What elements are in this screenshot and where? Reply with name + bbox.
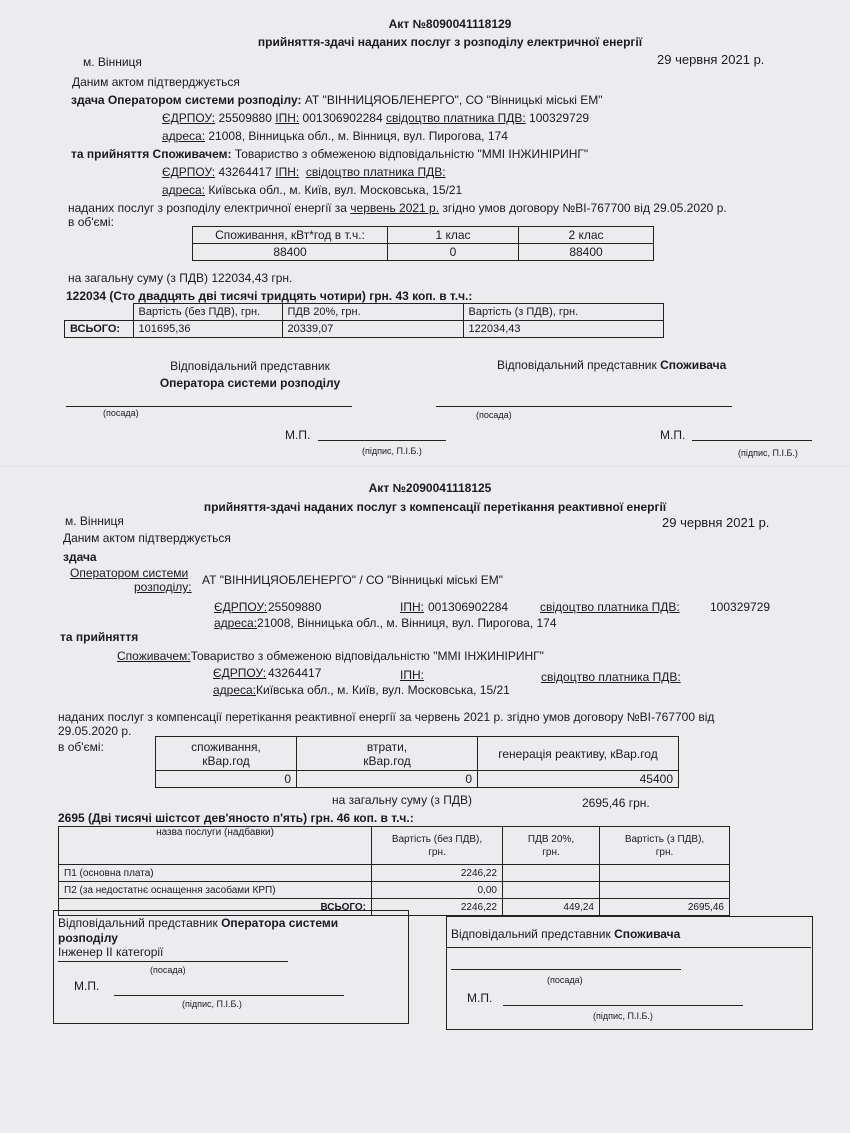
table-cell bbox=[503, 865, 600, 882]
act2-city: м. Вінниця bbox=[65, 514, 124, 528]
ipn-label: ІПН: bbox=[400, 668, 424, 682]
stamp-label: М.П. bbox=[74, 979, 100, 993]
rep-left-line2: розподілу bbox=[58, 931, 118, 945]
act1-date: 29 червня 2021 р. bbox=[657, 52, 765, 67]
edrpou-label: ЄДРПОУ: bbox=[162, 165, 216, 179]
act1-consumer-address bbox=[162, 183, 462, 197]
table-cell: П2 (за недостатнє оснащення засобами КРП) bbox=[59, 882, 372, 899]
edrpou-value: 25509880 bbox=[268, 600, 322, 614]
table-cell: 101695,36 bbox=[133, 321, 282, 338]
act1-provider-codes bbox=[162, 111, 589, 125]
table-header bbox=[600, 827, 730, 865]
total-row-label: ВСЬОГО: bbox=[65, 321, 134, 338]
table-cell: 45400 bbox=[478, 771, 679, 788]
table-header: 2 клас bbox=[519, 227, 654, 244]
table-cell bbox=[600, 882, 730, 899]
act1-confirm: Даним актом підтверджується bbox=[72, 75, 240, 89]
table-row bbox=[59, 882, 730, 899]
address-value: 21008, Вінницька обл., м. Вінниця, вул. Пирогова, 174 bbox=[208, 129, 508, 143]
table-cell: 2246,22 bbox=[372, 899, 503, 916]
address-value: 21008, Вінницька обл., м. Вінниця, вул. Пирогова, 174 bbox=[257, 616, 557, 630]
act2-cost-table bbox=[58, 826, 730, 916]
table-cell: 0,00 bbox=[372, 882, 503, 899]
ipn-label: ІПН: bbox=[275, 111, 300, 125]
edrpou-value: 43264417 bbox=[268, 666, 322, 680]
header-line: грн. bbox=[655, 846, 674, 858]
signature-line bbox=[451, 969, 681, 970]
act1-provider-line bbox=[71, 93, 603, 107]
table-cell: 0 bbox=[156, 771, 297, 788]
header-line: ПДВ 20%, bbox=[527, 833, 575, 845]
act2-total-words: 2695 (Дві тисячі шістсот дев'яносто п'ять) грн. 46 коп. в т.ч.: bbox=[58, 811, 414, 825]
services-period: червень 2021 р. bbox=[350, 201, 440, 215]
services-contract: згідно умов договору №ВІ-767700 від 29.05.2020 р. bbox=[442, 201, 727, 215]
address-label: адреса: bbox=[213, 683, 257, 697]
act1-city: м. Вінниця bbox=[83, 55, 142, 69]
act2-acceptance: та прийняття bbox=[60, 630, 139, 644]
table-header bbox=[503, 827, 600, 865]
consumer-signature-box bbox=[446, 916, 813, 1030]
sign-label: (підпис, П.І.Б.) bbox=[362, 446, 422, 456]
rep-right-label: Відповідальний представник Споживача bbox=[497, 358, 727, 372]
rep-right-line bbox=[451, 927, 680, 941]
table-header: Вартість (з ПДВ), грн. bbox=[463, 304, 664, 321]
edrpou-label: ЄДРПОУ: bbox=[162, 111, 216, 125]
vat-cert-label: свідоцтво платника ПДВ: bbox=[540, 600, 680, 614]
act1-provider-prefix: здача Оператором системи розподілу: bbox=[71, 93, 302, 107]
sign-label: (підпис, П.І.Б.) bbox=[738, 448, 798, 458]
table-cell: 2246,22 bbox=[372, 865, 503, 882]
act1-total-words: 122034 (Сто двадцять дві тисячі тридцять чотири) грн. 43 коп. в т.ч.: bbox=[66, 289, 473, 303]
edrpou-label: ЄДРПОУ: bbox=[214, 600, 268, 614]
act1-consumer-codes bbox=[162, 165, 446, 179]
table-header bbox=[297, 737, 478, 771]
signature-line bbox=[58, 961, 288, 962]
ipn-value: 001306902284 bbox=[428, 600, 509, 614]
ipn-value: 001306902284 bbox=[302, 111, 383, 125]
position-label: (посада) bbox=[103, 408, 139, 418]
sign-label: (підпис, П.І.Б.) bbox=[182, 999, 242, 1009]
address-label: адреса: bbox=[162, 183, 206, 197]
address-label: адреса: bbox=[162, 129, 206, 143]
header-line: споживання, bbox=[191, 739, 261, 754]
act1-volume-label: в об'ємі: bbox=[68, 215, 114, 229]
act2-handover: здача bbox=[63, 550, 97, 564]
table-header bbox=[372, 827, 503, 865]
act1-rep-left-1: Відповідальний представник bbox=[170, 359, 330, 373]
signature-line bbox=[503, 1005, 743, 1006]
signature-line bbox=[114, 995, 344, 996]
ipn-label: ІПН: bbox=[275, 165, 300, 179]
act1-total: на загальну суму (з ПДВ) 122034,43 грн. bbox=[68, 271, 293, 285]
table-cell: 88400 bbox=[193, 244, 388, 261]
edrpou-value: 25509880 bbox=[218, 111, 272, 125]
total-row-label: ВСЬОГО: bbox=[59, 899, 372, 916]
address-value: Київська обл., м. Київ, вул. Московська, 15/21 bbox=[208, 183, 463, 197]
signature-line bbox=[692, 440, 812, 441]
table-header bbox=[156, 737, 297, 771]
stamp-label: М.П. bbox=[285, 428, 311, 442]
edrpou-value: 43264417 bbox=[218, 165, 272, 179]
position-label: (посада) bbox=[547, 975, 583, 985]
table-header: 1 клас bbox=[388, 227, 519, 244]
rep-right-label: Відповідальний представник Споживача bbox=[451, 927, 681, 941]
act1-consumption-table bbox=[192, 226, 654, 261]
position-label: (посада) bbox=[476, 410, 512, 420]
act1-subtitle: прийняття-здачі наданих послуг з розподілу електричної енергії bbox=[257, 35, 643, 49]
table-cell: П1 (основна плата) bbox=[59, 865, 372, 882]
vat-cert-label: свідоцтво платника ПДВ: bbox=[541, 670, 681, 684]
table-cell bbox=[600, 865, 730, 882]
header-line: грн. bbox=[428, 846, 446, 858]
act2-services-1: наданих послуг з компенсації перетікання реактивної енергії за червень 2021 р. згідно умов договору №ВІ-767700 від bbox=[58, 710, 715, 724]
table-cell: 122034,43 bbox=[463, 321, 664, 338]
rep-left-label: Відповідальний представник Оператора системи bbox=[58, 916, 339, 930]
address-value: Київська обл., м. Київ, вул. Московська, 15/21 bbox=[256, 683, 510, 697]
act2-operator-line2: розподілу: bbox=[134, 580, 192, 594]
act2-services-2: 29.05.2020 р. bbox=[58, 724, 132, 738]
act1-consumer-name: Товариство з обмеженою відповідальністю "ММІ ІНЖИНІРИНГ" bbox=[234, 147, 589, 161]
position-label: (посада) bbox=[150, 965, 186, 975]
act2-provider-address bbox=[214, 616, 557, 630]
stamp-label: М.П. bbox=[660, 428, 686, 442]
ipn-label: ІПН: bbox=[400, 600, 424, 614]
edrpou-label: ЄДРПОУ: bbox=[213, 666, 267, 680]
table-cell bbox=[503, 882, 600, 899]
table-header: генерація реактиву, кВар.год bbox=[478, 737, 679, 771]
table-header: Споживання, кВт*год в т.ч.: bbox=[193, 227, 388, 244]
page-fold bbox=[0, 466, 850, 468]
table-row bbox=[59, 865, 730, 882]
act1-provider-address bbox=[162, 129, 508, 143]
signature-line bbox=[436, 406, 732, 407]
operator-signature-box bbox=[53, 910, 409, 1024]
vat-cert-value: 100329729 bbox=[529, 111, 590, 125]
header-line: втрати, bbox=[366, 739, 408, 754]
table-corner bbox=[65, 304, 134, 321]
act1-consumer-prefix: та прийняття Споживачем: bbox=[71, 147, 232, 161]
vat-cert-label: свідоцтво платника ПДВ: bbox=[305, 165, 446, 179]
act2-subtitle: прийняття-здачі наданих послуг з компенсації перетікання реактивної енергії bbox=[203, 500, 667, 514]
header-line: грн. bbox=[542, 846, 560, 858]
act1-rep-left-2: Оператора системи розподілу bbox=[159, 376, 341, 390]
act2-provider-name: АТ "ВІННИЦЯОБЛЕНЕРГО" / СО "Вінницькі міські ЕМ" bbox=[202, 573, 504, 587]
rep-left-position: Інженер II категорії bbox=[58, 945, 164, 959]
act2-total-value: 2695,46 грн. bbox=[582, 796, 650, 810]
act2-volume-label: в об'ємі: bbox=[58, 740, 104, 754]
act1-rep-right bbox=[497, 358, 726, 372]
act2-consumer-line bbox=[117, 649, 544, 663]
table-cell: 2695,46 bbox=[600, 899, 730, 916]
header-line: кВар.год bbox=[363, 753, 411, 768]
act2-total-label: на загальну суму (з ПДВ) bbox=[332, 793, 472, 807]
table-cell: 20339,07 bbox=[282, 321, 463, 338]
table-cell: 0 bbox=[388, 244, 519, 261]
signature-line bbox=[318, 440, 446, 441]
act1-provider-name: АТ "ВІННИЦЯОБЛЕНЕРГО", СО "Вінницькі міські ЕМ" bbox=[304, 93, 603, 107]
header-line: Вартість (без ПДВ), bbox=[391, 833, 483, 845]
sign-label: (підпис, П.І.Б.) bbox=[593, 1011, 653, 1021]
act1-consumer-line bbox=[71, 147, 588, 161]
act2-reactive-table bbox=[155, 736, 679, 788]
act2-operator-line1: Оператором системи bbox=[70, 566, 189, 580]
vat-cert-value: 100329729 bbox=[710, 600, 771, 614]
divider-line bbox=[447, 947, 811, 948]
table-cell: 0 bbox=[297, 771, 478, 788]
table-header: Вартість (без ПДВ), грн. bbox=[133, 304, 282, 321]
services-text: наданих послуг з розподілу електричної енергії за bbox=[68, 201, 347, 215]
table-header: ПДВ 20%, грн. bbox=[282, 304, 463, 321]
consumer-name: Товариство з обмеженою відповідальністю "ММІ ІНЖИНІРИНГ" bbox=[190, 649, 544, 663]
act1-number: Акт №8090041118129 bbox=[388, 17, 512, 31]
header-line: Вартість (з ПДВ), bbox=[624, 833, 705, 845]
table-header: назва послуги (надбавки) bbox=[59, 827, 372, 865]
vat-cert-label: свідоцтво платника ПДВ: bbox=[385, 111, 526, 125]
table-cell: 449,24 bbox=[503, 899, 600, 916]
act2-consumer-address bbox=[213, 683, 510, 697]
stamp-label: М.П. bbox=[467, 991, 493, 1005]
table-cell: 88400 bbox=[519, 244, 654, 261]
act2-confirm: Даним актом підтверджується bbox=[63, 531, 231, 545]
act2-date: 29 червня 2021 р. bbox=[662, 515, 770, 530]
address-label: адреса: bbox=[214, 616, 258, 630]
act2-number: Акт №2090041118125 bbox=[368, 481, 492, 495]
act1-cost-table bbox=[64, 303, 664, 338]
act1-services-line bbox=[68, 201, 727, 215]
consumer-label: Споживачем: bbox=[117, 649, 191, 663]
header-line: кВар.год bbox=[202, 753, 250, 768]
rep-left-line1 bbox=[58, 916, 338, 930]
